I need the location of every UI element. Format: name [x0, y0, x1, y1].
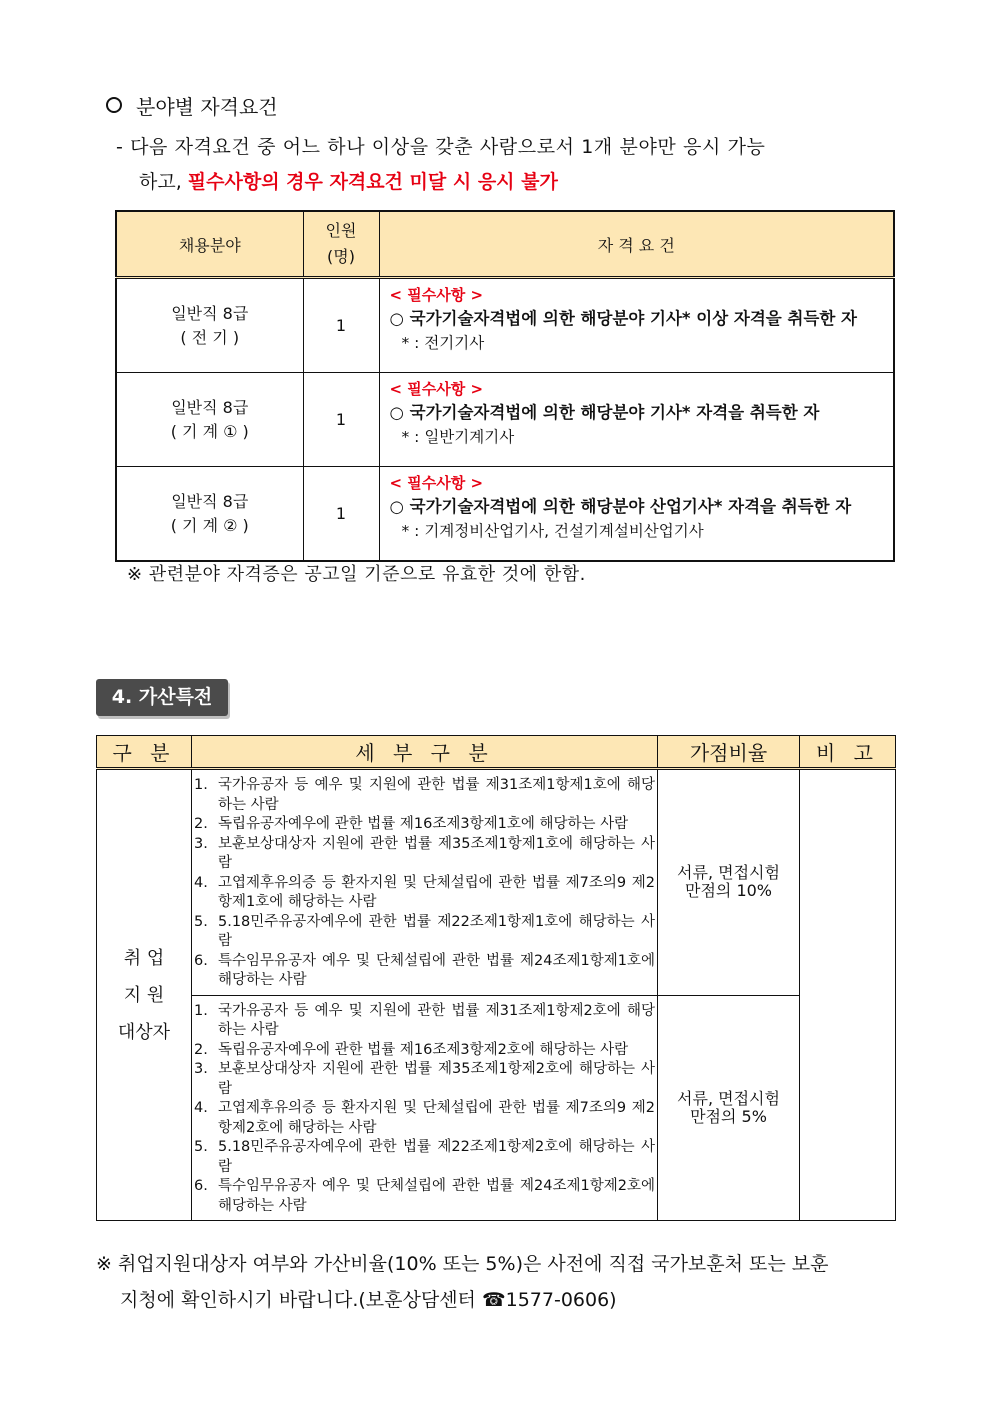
requirement-text: ○ 국가기술자격법에 의한 해당분야 산업기사* 자격을 취득한 자	[389, 497, 852, 516]
list-number: 2.	[194, 1041, 208, 1058]
header-count-line2: (명)	[327, 247, 355, 266]
target-line2: 지 원	[123, 984, 165, 1006]
section-description-line1: - 다음 자격요건 중 어느 하나 이상을 갖춘 사람으로서 1개 분야만 응시 가능	[116, 136, 766, 158]
count-cell: 1	[303, 373, 379, 467]
footer-note-line1: ※ 취업지원대상자 여부와 가산비율(10% 또는 5%)은 사전에 직접 국가보훈처 또는 보훈	[96, 1253, 829, 1275]
detail-list-cell	[192, 995, 658, 1221]
list-number: 1.	[194, 777, 208, 793]
list-item	[194, 952, 655, 991]
header-field: 채용분야	[116, 211, 303, 278]
requirement-cell	[379, 467, 894, 562]
list-number: 5.	[194, 913, 208, 930]
count-cell: 1	[303, 278, 379, 373]
table-row	[97, 995, 896, 1221]
requirements-table	[115, 210, 895, 562]
header-count-line1: 인원	[325, 221, 357, 240]
field-name: ( 전 기 )	[180, 327, 240, 347]
list-item	[194, 913, 655, 952]
requirement-note: * : 전기기사	[401, 334, 485, 352]
list-number: 1.	[194, 1002, 208, 1019]
section-heading-badge: 4. 가산특전	[96, 679, 228, 716]
list-item	[194, 1177, 655, 1216]
list-number: 5.	[194, 1139, 208, 1155]
table-header-row	[116, 211, 894, 278]
target-line3: 대상자	[117, 1021, 171, 1043]
list-text: 5.18민주유공자예우에 관한 법률 제22조제1항제2호에 해당하는 사람	[218, 1139, 655, 1175]
list-number: 3.	[194, 835, 208, 852]
field-name: ( 기 계 ① )	[170, 421, 249, 441]
header-remarks: 비 고	[800, 736, 896, 769]
list-item	[194, 1041, 655, 1061]
field-grade: 일반직 8급	[171, 397, 249, 417]
requirement-text: ○ 국가기술자격법에 의한 해당분야 기사* 자격을 취득한 자	[389, 403, 820, 422]
field-cell	[116, 278, 303, 373]
detail-list-cell	[192, 769, 658, 996]
field-grade: 일반직 8급	[171, 303, 249, 323]
list-number: 6.	[194, 952, 208, 969]
list-text: 독립유공자예우에 관한 법률 제16조제3항제2호에 해당하는 사람	[218, 1041, 629, 1058]
list-number: 3.	[194, 1061, 208, 1077]
list-text: 5.18민주유공자예우에 관한 법률 제22조제1항제1호에 해당하는 사람	[218, 913, 655, 949]
list-text: 보훈보상대상자 지원에 관한 법률 제35조제1항제1호에 해당하는 사람	[218, 835, 655, 871]
header-requirements: 자 격 요 건	[379, 211, 894, 278]
list-text: 국가유공자 등 예우 및 지원에 관한 법률 제31조제1항제1호에 해당하는 사람	[218, 777, 655, 813]
list-text: 고엽제후유의증 등 환자지원 및 단체설립에 관한 법률 제7조의9 제2항제2호에 해당하는 사람	[218, 1100, 655, 1136]
table-row	[97, 769, 896, 996]
field-grade: 일반직 8급	[171, 491, 249, 511]
list-item	[194, 776, 655, 815]
requirement-note: * : 기계정비산업기사, 건설기계설비산업기사	[401, 522, 704, 540]
detail-list	[194, 1002, 655, 1217]
required-label: < 필수사항 >	[389, 380, 484, 398]
requirement-cell	[379, 373, 894, 467]
list-item	[194, 1099, 655, 1138]
rate-line2: 만점의 5%	[690, 1106, 767, 1126]
description-warning: 필수사항의 경우 자격요건 미달 시 응시 불가	[187, 171, 558, 193]
list-text: 특수임무유공자 예우 및 단체설립에 관한 법률 제24조제1항제2호에 해당하는 사람	[218, 1178, 655, 1214]
rate-cell	[658, 769, 800, 996]
header-count	[303, 211, 379, 278]
list-text: 특수임무유공자 예우 및 단체설립에 관한 법률 제24조제1항제1호에 해당하는 사람	[218, 952, 655, 988]
requirement-cell	[379, 278, 894, 373]
list-item	[194, 874, 655, 913]
table-row	[116, 373, 894, 467]
header-category: 구 분	[97, 736, 192, 769]
field-cell	[116, 467, 303, 562]
table-row	[116, 278, 894, 373]
remarks-cell	[800, 769, 896, 1221]
list-item	[194, 815, 655, 835]
field-name: ( 기 계 ② )	[170, 515, 249, 535]
detail-list	[194, 776, 655, 991]
list-text: 고엽제후유의증 등 환자지원 및 단체설립에 관한 법률 제7조의9 제2항제1호에 해당하는 사람	[218, 874, 655, 910]
footer-note-line2: 지청에 확인하시기 바랍니다.(보훈상담센터 ☎1577-0606)	[120, 1289, 617, 1311]
rate-line2: 만점의 10%	[684, 881, 773, 901]
field-cell	[116, 373, 303, 467]
header-detail: 세 부 구 분	[192, 736, 658, 769]
section-title	[106, 91, 278, 120]
header-rate: 가점비율	[658, 736, 800, 769]
rate-line1: 서류, 면접시험	[677, 863, 780, 883]
circle-bullet-icon	[106, 97, 122, 113]
list-item	[194, 1002, 655, 1041]
list-item	[194, 835, 655, 874]
count-cell: 1	[303, 467, 379, 562]
list-item	[194, 1138, 655, 1177]
section-title-text: 분야별 자격요건	[136, 95, 278, 119]
rate-cell	[658, 995, 800, 1221]
list-number: 2.	[194, 816, 208, 832]
target-line1: 취 업	[123, 947, 165, 969]
list-item	[194, 1060, 655, 1099]
list-text: 보훈보상대상자 지원에 관한 법률 제35조제1항제2호에 해당하는 사람	[218, 1061, 655, 1097]
list-text: 국가유공자 등 예우 및 지원에 관한 법률 제31조제1항제2호에 해당하는 사람	[218, 1002, 655, 1038]
required-label: < 필수사항 >	[389, 474, 484, 492]
footer-note	[96, 1246, 896, 1318]
rate-line1: 서류, 면접시험	[677, 1088, 780, 1108]
list-number: 6.	[194, 1178, 208, 1194]
table-header-row	[97, 736, 896, 769]
description-prefix: 하고,	[139, 171, 188, 193]
bonus-table	[96, 735, 896, 1221]
list-number: 4.	[194, 1100, 208, 1116]
target-category-cell	[97, 769, 192, 1221]
requirement-text: ○ 국가기술자격법에 의한 해당분야 기사* 이상 자격을 취득한 자	[389, 309, 857, 328]
requirement-note: * : 일반기계기사	[401, 428, 515, 446]
list-text: 독립유공자예우에 관한 법률 제16조제3항제1호에 해당하는 사람	[218, 816, 629, 832]
required-label: < 필수사항 >	[389, 286, 484, 304]
section-description-line2	[139, 167, 558, 194]
table-row	[116, 467, 894, 562]
validity-note: ※ 관련분야 자격증은 공고일 기준으로 유효한 것에 한함.	[127, 564, 586, 585]
list-number: 4.	[194, 874, 208, 891]
